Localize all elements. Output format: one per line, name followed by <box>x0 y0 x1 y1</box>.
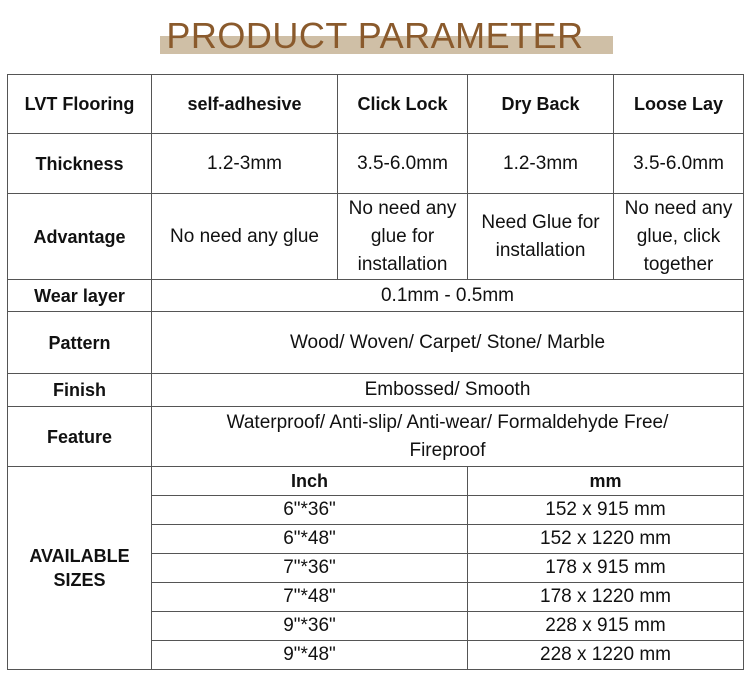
sizes-col-inch: Inch <box>152 467 468 496</box>
thickness-value: 1.2-3mm <box>152 134 338 194</box>
header-cell-loose-lay: Loose Lay <box>614 75 744 134</box>
header-cell-lvt-flooring: LVT Flooring <box>8 75 152 134</box>
size-mm: 228 x 915 mm <box>468 612 744 641</box>
wear-layer-row <box>8 280 744 312</box>
size-mm: 178 x 915 mm <box>468 554 744 583</box>
page-title: PRODUCT PARAMETER <box>166 15 584 56</box>
size-inch: 9"*36" <box>152 612 468 641</box>
advantage-row <box>8 194 744 280</box>
size-mm: 228 x 1220 mm <box>468 641 744 670</box>
thickness-value: 3.5-6.0mm <box>338 134 468 194</box>
product-parameter-table <box>7 74 744 670</box>
advantage-value: No need any glue, click together <box>614 194 744 280</box>
size-inch: 6"*36" <box>152 496 468 525</box>
finish-value: Embossed/ Smooth <box>152 374 744 407</box>
available-sizes-line2: SIZES <box>53 570 106 590</box>
advantage-value: No need any glue for installation <box>338 194 468 280</box>
size-inch: 6"*48" <box>152 525 468 554</box>
title-banner <box>0 0 750 62</box>
header-cell-self-adhesive: self-adhesive <box>152 75 338 134</box>
thickness-label: Thickness <box>8 134 152 194</box>
header-cell-click-lock: Click Lock <box>338 75 468 134</box>
thickness-row <box>8 134 744 194</box>
size-mm: 152 x 1220 mm <box>468 525 744 554</box>
sizes-col-mm: mm <box>468 467 744 496</box>
feature-label: Feature <box>8 407 152 467</box>
pattern-row <box>8 312 744 374</box>
advantage-value: Need Glue for installation <box>468 194 614 280</box>
available-sizes-line1: AVAILABLE <box>29 546 130 566</box>
wear-layer-value: 0.1mm - 0.5mm <box>152 280 744 312</box>
pattern-label: Pattern <box>8 312 152 374</box>
thickness-value: 3.5-6.0mm <box>614 134 744 194</box>
sizes-header-row <box>8 467 744 496</box>
advantage-value: No need any glue <box>152 194 338 280</box>
feature-row <box>8 407 744 467</box>
size-inch: 7"*48" <box>152 583 468 612</box>
available-sizes-label <box>8 467 152 670</box>
header-row <box>8 75 744 134</box>
thickness-value: 1.2-3mm <box>468 134 614 194</box>
size-inch: 7"*36" <box>152 554 468 583</box>
advantage-label: Advantage <box>8 194 152 280</box>
finish-label: Finish <box>8 374 152 407</box>
feature-value: Waterproof/ Anti-slip/ Anti-wear/ Formaldehyde Free/ Fireproof <box>152 407 744 467</box>
wear-layer-label: Wear layer <box>8 280 152 312</box>
pattern-value: Wood/ Woven/ Carpet/ Stone/ Marble <box>152 312 744 374</box>
finish-row <box>8 374 744 407</box>
size-mm: 178 x 1220 mm <box>468 583 744 612</box>
size-inch: 9"*48" <box>152 641 468 670</box>
size-mm: 152 x 915 mm <box>468 496 744 525</box>
header-cell-dry-back: Dry Back <box>468 75 614 134</box>
